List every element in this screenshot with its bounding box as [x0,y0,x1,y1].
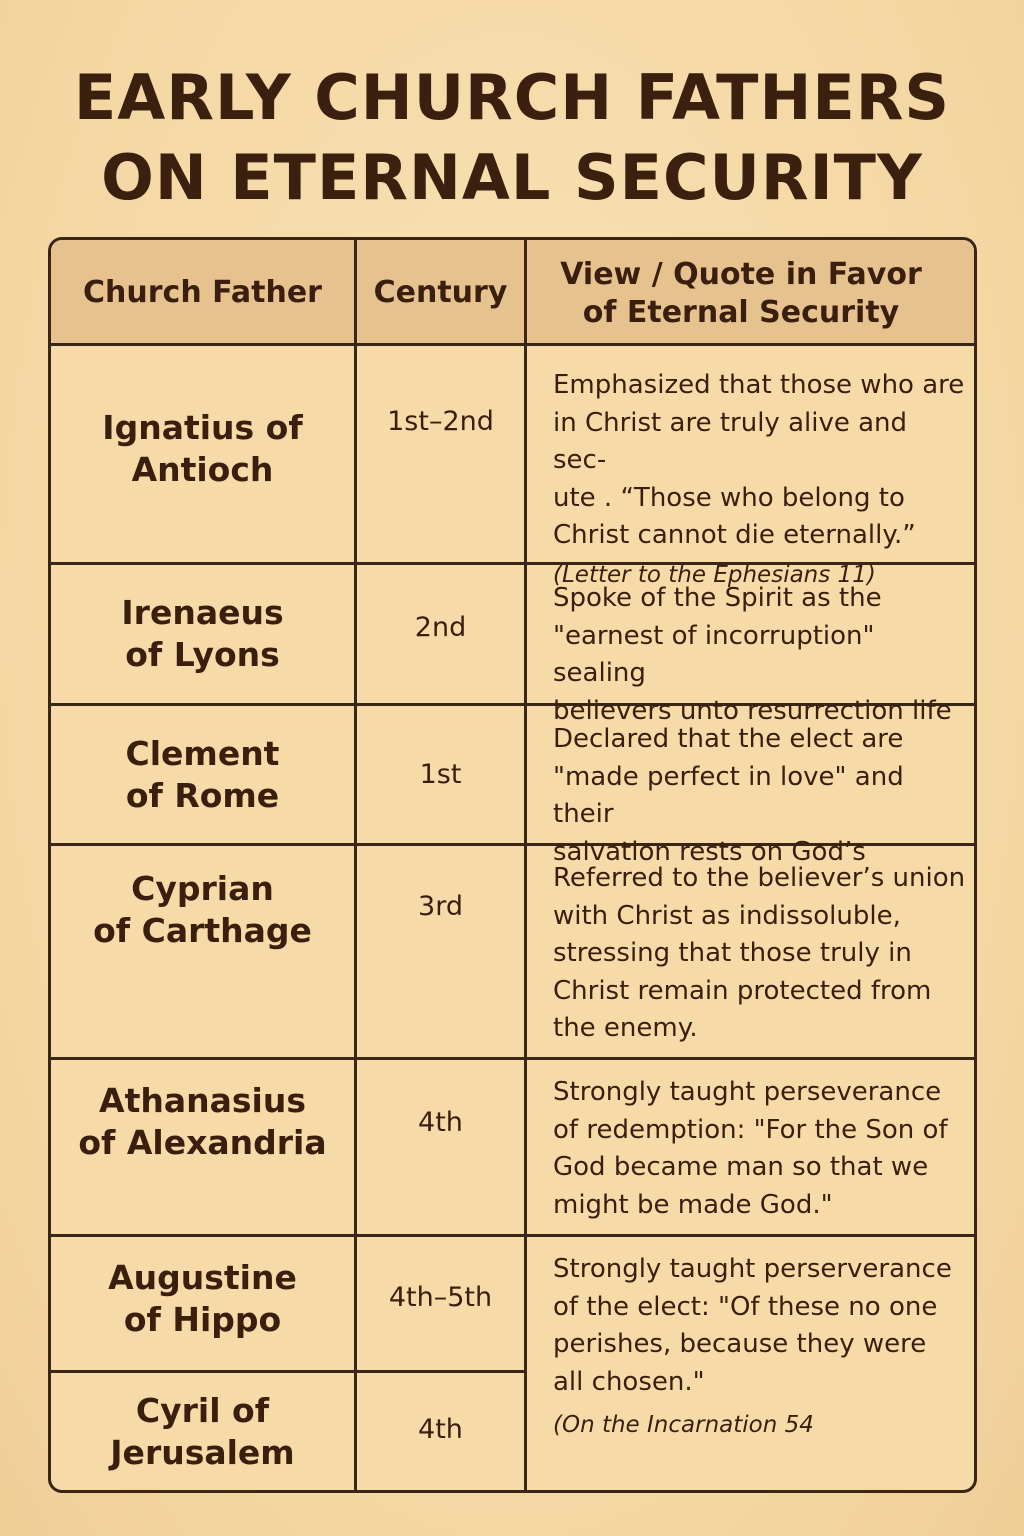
row-4-name-line-2: of Carthage [93,911,312,950]
row-7-name-line-1: Cyril of [135,1390,270,1430]
row-4-view [527,860,977,1055]
row-3-view [527,721,977,867]
church-fathers-table [48,237,977,1493]
row-6-source: (On the Incarnation 54 [553,1412,814,1438]
row-4-view-line: the enemy. [553,1013,698,1043]
row-2-name-line-2: of Lyons [125,635,280,674]
row-7-name-line-2: Jerusalem [110,1432,295,1472]
row-3-church-father [51,706,354,843]
header-century: Century [373,275,508,310]
row-5-church-father [51,1060,354,1234]
row-6-name-line-1: Augustine [108,1257,297,1297]
row-2-name-line-1: Irenaeus [121,593,284,632]
row-1-name-line-1: Ignatius of [102,408,303,447]
row-2-church-father [51,565,354,703]
header-church-father: Church Father [83,275,322,310]
row-5-view-line: of redemption: "For the Son of [553,1114,948,1145]
row-4-view-line: stressing that those truly in [553,938,912,968]
row-1-view-line: Christ cannot die eternally.” [553,520,916,550]
row-2-view-line: Spoke of the Spirit as the [553,583,882,613]
row-2-view-line: believers unto resurrection life [553,695,952,726]
header-view-line-2: of Eternal Security [582,295,900,330]
row-2-century: 2nd [414,612,467,643]
row-7-century: 4th [418,1413,463,1445]
page-title [0,58,1024,218]
row-2-view [527,580,977,726]
row-5-view-line: God became man so that we [553,1152,929,1182]
row-5-view [527,1074,977,1232]
row-1-view-line: ute . “Those who belong to [553,482,905,513]
title-line-1: EARLY CHURCH FATHERS [73,61,951,134]
header-view [527,254,955,334]
row-2-view-line: "earnest of incorruption" sealing [553,620,875,688]
row-4-view-line: with Christ as indissoluble, [553,900,901,931]
row-6-view-line: Strongly taught perserverance [553,1254,952,1284]
row-4-view-line: Christ remain protected from [553,975,932,1006]
row-1-view [527,367,977,588]
row-6-view-line: perishes, because they were [553,1329,927,1359]
row-4-view-line: Referred to the believer’s union [553,863,966,893]
row-1-church-father [51,346,354,562]
row-1-century: 1st–2nd [387,405,494,437]
row-3-name-line-1: Clement [125,733,280,773]
row-5-name-line-1: Athanasius [99,1081,306,1120]
row-1-source: (Letter to the Ephesians 11) [553,561,876,588]
row-7-church-father [51,1373,354,1490]
row-5-name-line-2: of Alexandria [78,1123,327,1162]
row-3-view-line: Declared that the elect are [553,724,904,754]
row-1-view-line: in Christ are truly alive and sec- [553,407,908,475]
row-6-view-line: of the elect: "Of these no one [553,1291,938,1322]
row-5-view-line: Strongly taught perseverance [553,1077,942,1107]
row-4-church-father [51,846,354,1057]
row-3-view-line: salvation rests on God’s [553,836,866,867]
row-3-name-line-2: of Rome [125,775,280,815]
row-5-view-line: might be made God." [553,1189,833,1220]
row-1-name-line-2: Antioch [131,450,274,489]
row-1-view-line: Emphasized that those who are [553,370,965,400]
row-6-view [527,1251,977,1486]
title-line-2: ON ETERNAL SECURITY [101,141,923,214]
row-6-view-line: all chosen." [553,1366,705,1397]
row-6-century: 4th–5th [388,1281,493,1313]
row-6-church-father [51,1237,354,1370]
row-4-century: 3rd [418,890,463,922]
row-5-century: 4th [418,1107,463,1138]
row-6-name-line-2: of Hippo [123,1299,282,1339]
row-3-view-line: "made perfect in love" and their [553,761,904,829]
row-3-century: 1st [419,759,462,790]
header-view-line-1: View / Quote in Favor [560,257,922,292]
row-4-name-line-1: Cyprian [131,869,274,908]
